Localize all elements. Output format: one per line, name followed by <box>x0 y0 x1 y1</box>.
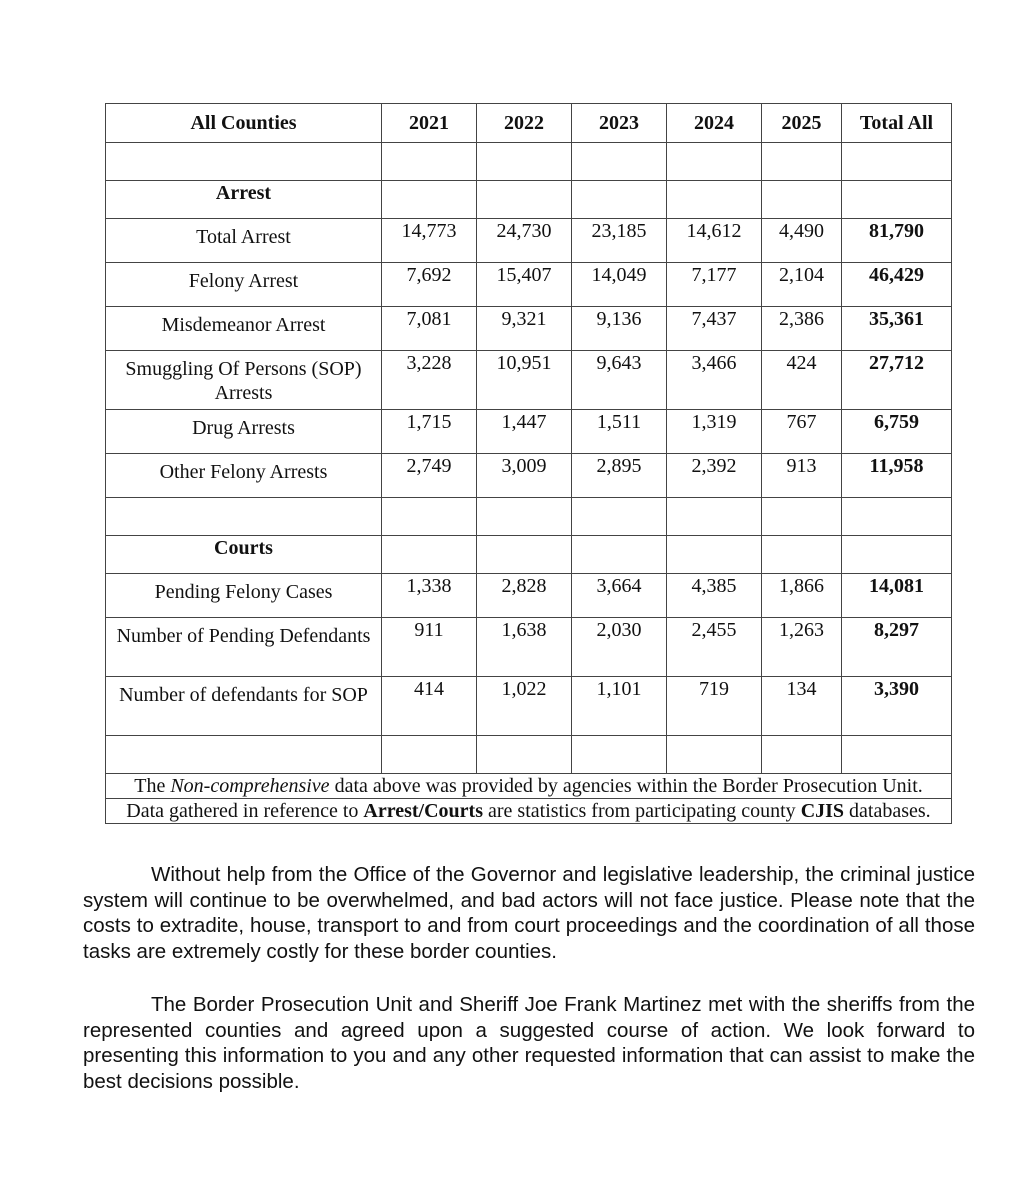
row-label: Other Felony Arrests <box>106 454 382 498</box>
value-cell: 4,490 <box>762 219 842 263</box>
total-cell: 35,361 <box>842 307 952 351</box>
paragraph-text: The Border Prosecution Unit and Sheriff Joe Frank Martinez met with the sheriffs from the represented counties and agreed upon a suggested course of action. We look forward to presenting this information to you and any other requested information that can assist to make the best decisions possible. <box>83 993 975 1093</box>
note-text: databases. <box>844 800 931 822</box>
value-cell: 9,643 <box>572 351 667 410</box>
value-cell: 134 <box>762 677 842 736</box>
section-title: Arrest <box>106 181 382 219</box>
table-row <box>106 618 952 677</box>
total-cell: 6,759 <box>842 410 952 454</box>
value-cell: 7,437 <box>667 307 762 351</box>
blank-row <box>106 736 952 774</box>
statistics-table <box>105 103 952 824</box>
note-bold: CJIS <box>800 800 845 822</box>
row-label: Smuggling Of Persons (SOP) Arrests <box>106 351 382 410</box>
value-cell: 14,773 <box>382 219 477 263</box>
value-cell: 7,692 <box>382 263 477 307</box>
value-cell: 2,104 <box>762 263 842 307</box>
value-cell: 3,228 <box>382 351 477 410</box>
value-cell: 1,319 <box>667 410 762 454</box>
value-cell: 913 <box>762 454 842 498</box>
header-cell: Total All <box>842 104 952 143</box>
note-text: Data gathered in reference to <box>126 800 364 822</box>
value-cell: 767 <box>762 410 842 454</box>
section-row-arrest <box>106 181 952 219</box>
total-cell: 8,297 <box>842 618 952 677</box>
header-cell: All Counties <box>106 104 382 143</box>
total-cell: 27,712 <box>842 351 952 410</box>
value-cell: 10,951 <box>477 351 572 410</box>
total-cell: 3,390 <box>842 677 952 736</box>
value-cell: 9,321 <box>477 307 572 351</box>
value-cell: 719 <box>667 677 762 736</box>
table-row <box>106 677 952 736</box>
note-bold: Arrest/Courts <box>363 800 483 822</box>
value-cell: 15,407 <box>477 263 572 307</box>
value-cell: 2,828 <box>477 574 572 618</box>
value-cell: 1,715 <box>382 410 477 454</box>
value-cell: 1,866 <box>762 574 842 618</box>
table-row <box>106 263 952 307</box>
value-cell: 2,895 <box>572 454 667 498</box>
value-cell: 14,612 <box>667 219 762 263</box>
value-cell: 2,386 <box>762 307 842 351</box>
row-label: Total Arrest <box>106 219 382 263</box>
value-cell: 1,263 <box>762 618 842 677</box>
table-row <box>106 454 952 498</box>
value-cell: 911 <box>382 618 477 677</box>
value-cell: 1,101 <box>572 677 667 736</box>
header-cell: 2025 <box>762 104 842 143</box>
section-row-courts <box>106 536 952 574</box>
table-row <box>106 574 952 618</box>
header-cell: 2023 <box>572 104 667 143</box>
row-label: Number of Pending Defendants <box>106 618 382 677</box>
table-row <box>106 351 952 410</box>
note-row-source <box>106 774 952 799</box>
note-text: are statistics from participating county <box>483 800 801 822</box>
blank-row <box>106 143 952 181</box>
header-cell: 2021 <box>382 104 477 143</box>
value-cell: 1,022 <box>477 677 572 736</box>
table-row <box>106 410 952 454</box>
header-cell: 2022 <box>477 104 572 143</box>
total-cell: 14,081 <box>842 574 952 618</box>
value-cell: 3,009 <box>477 454 572 498</box>
value-cell: 424 <box>762 351 842 410</box>
value-cell: 2,749 <box>382 454 477 498</box>
table-row <box>106 219 952 263</box>
value-cell: 2,392 <box>667 454 762 498</box>
note-row-cjis <box>106 799 952 824</box>
value-cell: 3,466 <box>667 351 762 410</box>
total-cell: 11,958 <box>842 454 952 498</box>
total-cell: 81,790 <box>842 219 952 263</box>
table-header-row <box>106 104 952 143</box>
note-text: The <box>134 775 171 797</box>
row-label: Number of defendants for SOP <box>106 677 382 736</box>
value-cell: 1,638 <box>477 618 572 677</box>
row-label: Misdemeanor Arrest <box>106 307 382 351</box>
section-title: Courts <box>106 536 382 574</box>
value-cell: 1,511 <box>572 410 667 454</box>
paragraph-course-of-action <box>83 992 975 1094</box>
value-cell: 1,447 <box>477 410 572 454</box>
value-cell: 3,664 <box>572 574 667 618</box>
paragraph-text: Without help from the Office of the Governor and legislative leadership, the criminal justice system will continue to be overwhelmed, and bad actors will not face justice. Please note that the costs to extradite, house, transport to and from court proceedings and the coordination of all those tasks are extremely costly for these border counties. <box>83 863 975 963</box>
blank-row <box>106 498 952 536</box>
value-cell: 4,385 <box>667 574 762 618</box>
row-label: Felony Arrest <box>106 263 382 307</box>
statistics-table-container <box>105 103 951 824</box>
cjis-note <box>106 799 952 824</box>
value-cell: 7,177 <box>667 263 762 307</box>
source-note <box>106 774 952 799</box>
note-text: data above was provided by agencies within the Border Prosecution Unit. <box>329 775 923 797</box>
value-cell: 2,455 <box>667 618 762 677</box>
table-row <box>106 307 952 351</box>
note-emphasis: Non-comprehensive <box>170 775 330 797</box>
row-label: Drug Arrests <box>106 410 382 454</box>
header-cell: 2024 <box>667 104 762 143</box>
value-cell: 9,136 <box>572 307 667 351</box>
value-cell: 24,730 <box>477 219 572 263</box>
total-cell: 46,429 <box>842 263 952 307</box>
value-cell: 23,185 <box>572 219 667 263</box>
value-cell: 414 <box>382 677 477 736</box>
paragraph-governor <box>83 862 975 964</box>
value-cell: 7,081 <box>382 307 477 351</box>
value-cell: 1,338 <box>382 574 477 618</box>
value-cell: 14,049 <box>572 263 667 307</box>
value-cell: 2,030 <box>572 618 667 677</box>
row-label: Pending Felony Cases <box>106 574 382 618</box>
